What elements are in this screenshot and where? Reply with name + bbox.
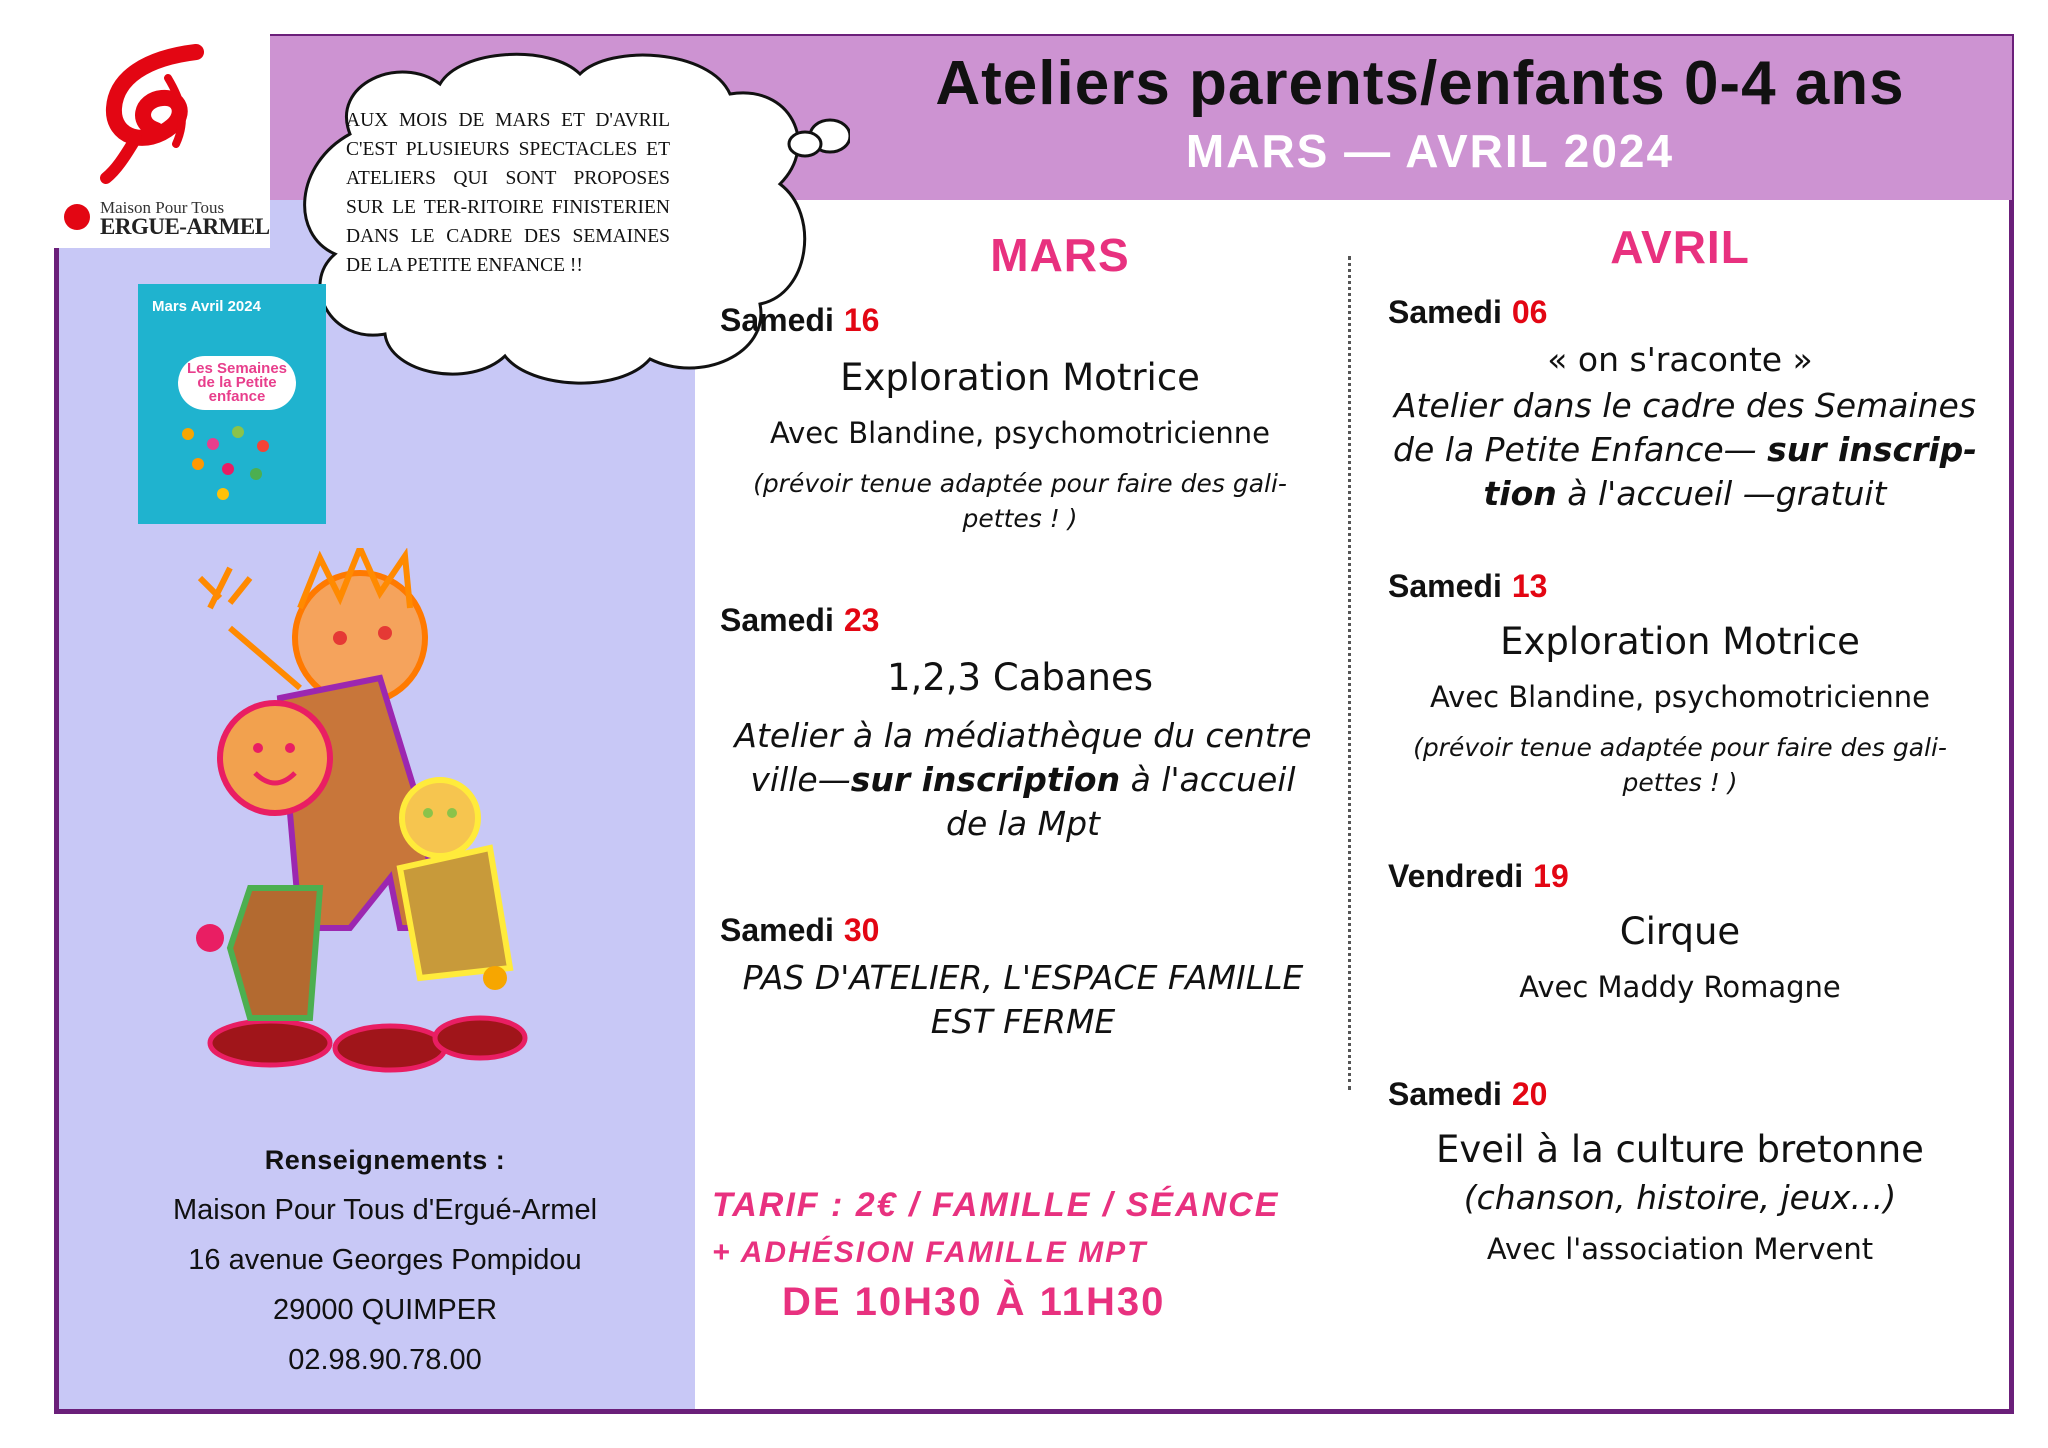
avril-event-2-title: Exploration Motrice [1500,620,1860,663]
mars-event-2-title: 1,2,3 Cabanes [886,656,1154,699]
column-divider [1348,256,1351,1090]
avril-event-1-desc [1390,384,1980,516]
desc-part: à l'accueil de la Mpt [946,760,1296,843]
poster-date: Mars Avril 2024 [152,298,261,315]
mars-event-1-date [720,302,879,339]
avril-event-2-date [1388,568,1547,605]
contact-block [120,1135,650,1385]
day-number: 19 [1533,858,1569,894]
day-label: Samedi [1388,1076,1502,1112]
contact-heading: Renseignements : [264,1145,506,1175]
desc-part: à l'accueil —gratuit [1556,474,1887,513]
mars-event-1-sub: Avec Blandine, psychomotricienne [769,416,1271,450]
avril-heading: AVRIL [1610,221,1750,273]
day-label: Samedi [1388,568,1502,604]
day-number: 23 [843,602,880,638]
day-number: 20 [1511,1076,1548,1112]
logo-line1: Maison Pour Tous [100,198,225,217]
page-title: Ateliers parents/enfants 0-4 ans [935,49,1905,118]
contact-city: 29000 QUIMPER [272,1294,498,1326]
day-label: Samedi [720,912,834,948]
avril-event-3-date [1388,858,1569,895]
mars-event-1-title: Exploration Motrice [840,356,1200,399]
day-number: 06 [1511,294,1548,330]
mpt-logo-icon [76,38,226,188]
contact-phone[interactable]: 02.98.90.78.00 [288,1344,482,1376]
mars-event-2-date [720,602,879,639]
avril-event-2-sub: Avec Blandine, psychomotricienne [1429,680,1931,714]
cloud-text: AUX MOIS DE MARS ET D'AVRIL C'EST PLUSIEURS SPECTACLES ET ATELIERS QUI SONT PROPOSES SUR LE TER-RITOIRE FINISTERIEN DANS LE CADRE DES SEMAINES DE LA PETITE ENFANCE !! [346,110,670,276]
logo-line2: ERGUE-ARMEL [100,214,270,239]
family-illustration [190,548,570,1098]
logo [54,34,270,248]
day-number: 30 [843,912,880,948]
contact-street: 16 avenue Georges Pompidou [188,1244,582,1276]
avril-event-4-date [1388,1076,1547,1113]
day-number: 16 [843,302,880,338]
mars-event-3-desc: PAS D'ATELIER, L'ESPACE FAMILLE EST FERME [742,958,1304,1041]
mars-event-2-desc [728,714,1318,846]
avril-event-3-title: Cirque [1619,910,1741,953]
tarif-hours: DE 10H30 À 11H30 [782,1280,1166,1324]
mars-event-1-note: (prévoir tenue adaptée pour faire des gali-pettes ! ) [753,469,1287,533]
mars-event-3-date [720,912,879,949]
logo-dot [64,204,90,230]
poster-title: Les Semaines de la Petite enfance [178,356,296,410]
desc-bold: sur inscription [850,760,1121,799]
contact-name: Maison Pour Tous d'Ergué-Armel [172,1194,598,1226]
day-label: Samedi [720,302,834,338]
avril-event-2-note: (prévoir tenue adaptée pour faire des gali-pettes ! ) [1413,733,1947,797]
avril-event-1-title: « on s'raconte » [1547,340,1813,379]
avril-event-4-title: Eveil à la culture bretonne [1436,1128,1924,1171]
day-number: 13 [1511,568,1548,604]
day-label: Samedi [1388,294,1502,330]
avril-event-3-sub: Avec Maddy Romagne [1519,970,1841,1004]
mars-heading: MARS [990,229,1130,281]
tarif-line1: TARIF : 2€ / FAMILLE / SÉANCE [712,1186,1280,1224]
desc-part: Atelier à la médiathèque du centre ville— [734,716,1312,799]
hearts-icon [168,414,298,504]
day-label: Samedi [720,602,834,638]
page-subtitle: MARS — AVRIL 2024 [1185,125,1675,177]
avril-event-1-date [1388,294,1547,331]
day-label: Vendredi [1388,858,1524,894]
desc-bold: sur inscrip-tion [1483,430,1977,513]
tarif-line2: + ADHÉSION FAMILLE MPT [712,1236,1148,1269]
poster-image [138,284,326,524]
avril-event-4-paren: (chanson, histoire, jeux…) [1463,1178,1897,1217]
desc-part: Atelier dans le cadre des Semaines de la Petite Enfance— [1393,386,1977,469]
avril-event-4-sub: Avec l'association Mervent [1486,1232,1874,1266]
